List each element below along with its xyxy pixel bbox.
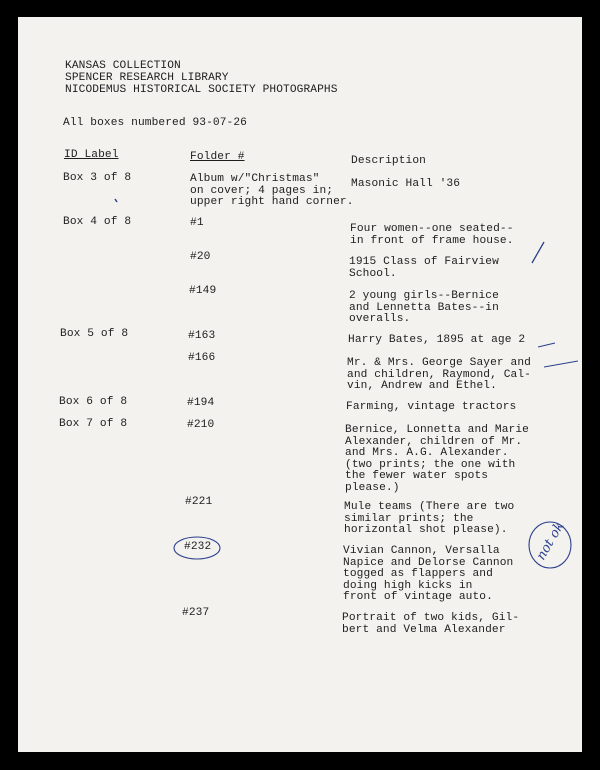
row-description: Mule teams (There are two similar prints; the horizontal shot please).	[344, 501, 515, 537]
boxes-note: All boxes numbered 93-07-26	[63, 117, 247, 129]
header-line-1: KANSAS COLLECTION	[65, 60, 181, 72]
row-description: Harry Bates, 1895 at age 2	[348, 334, 526, 346]
row-folder: #237	[182, 607, 210, 619]
row-description: Bernice, Lonnetta and Marie Alexander, children of Mr. and Mrs. A.G. Alexander. (two prints; the one with the fewer water spots please.)	[345, 424, 529, 494]
row-box: Box 6 of 8	[59, 396, 128, 408]
row-description: Farming, vintage tractors	[346, 401, 517, 413]
pen-circle-mark	[174, 537, 220, 559]
row-folder: #163	[188, 330, 216, 342]
header-line-3: NICODEMUS HISTORICAL SOCIETY PHOTOGRAPHS	[65, 84, 338, 96]
handwritten-note: not ok	[533, 519, 568, 563]
row-folder: #149	[189, 285, 217, 297]
row-box: Box 4 of 8	[63, 216, 132, 228]
row-folder: #20	[190, 251, 211, 263]
header-line-2: SPENCER RESEARCH LIBRARY	[65, 72, 229, 84]
row-description: 2 young girls--Bernice and Lennetta Bates--in overalls.	[349, 290, 499, 326]
column-description: Description	[351, 155, 426, 167]
row-folder: #166	[188, 352, 216, 364]
column-id-label: ID Label	[64, 149, 119, 161]
row-description: Masonic Hall '36	[351, 178, 461, 190]
pen-dash-mark	[544, 361, 578, 367]
row-description: Portrait of two kids, Gil- bert and Velma Alexander	[342, 612, 520, 636]
row-folder: #210	[187, 419, 215, 431]
row-box: Box 7 of 8	[59, 418, 128, 430]
pen-dot-mark	[115, 199, 117, 202]
row-folder: Album w/"Christmas" on cover; 4 pages in; upper right hand corner.	[190, 173, 354, 209]
row-box: Box 3 of 8	[63, 172, 132, 184]
pen-tick-mark	[532, 242, 544, 263]
row-description: Vivian Cannon, Versalla Napice and Delorse Cannon togged as flappers and doing high kicks in front of vintage auto.	[343, 545, 514, 604]
row-folder: #194	[187, 397, 215, 409]
pen-dash-mark	[538, 343, 555, 347]
row-folder: #221	[185, 496, 213, 508]
row-box: Box 5 of 8	[60, 328, 129, 340]
row-description: Mr. & Mrs. George Sayer and and children, Raymond, Cal- vin, Andrew and Ethel.	[347, 357, 531, 393]
column-folder: Folder #	[190, 151, 245, 163]
row-description: Four women--one seated-- in front of frame house.	[350, 223, 514, 247]
row-folder: #1	[190, 217, 204, 229]
row-description: 1915 Class of Fairview School.	[349, 256, 499, 280]
row-folder-circled: #232	[184, 541, 212, 553]
